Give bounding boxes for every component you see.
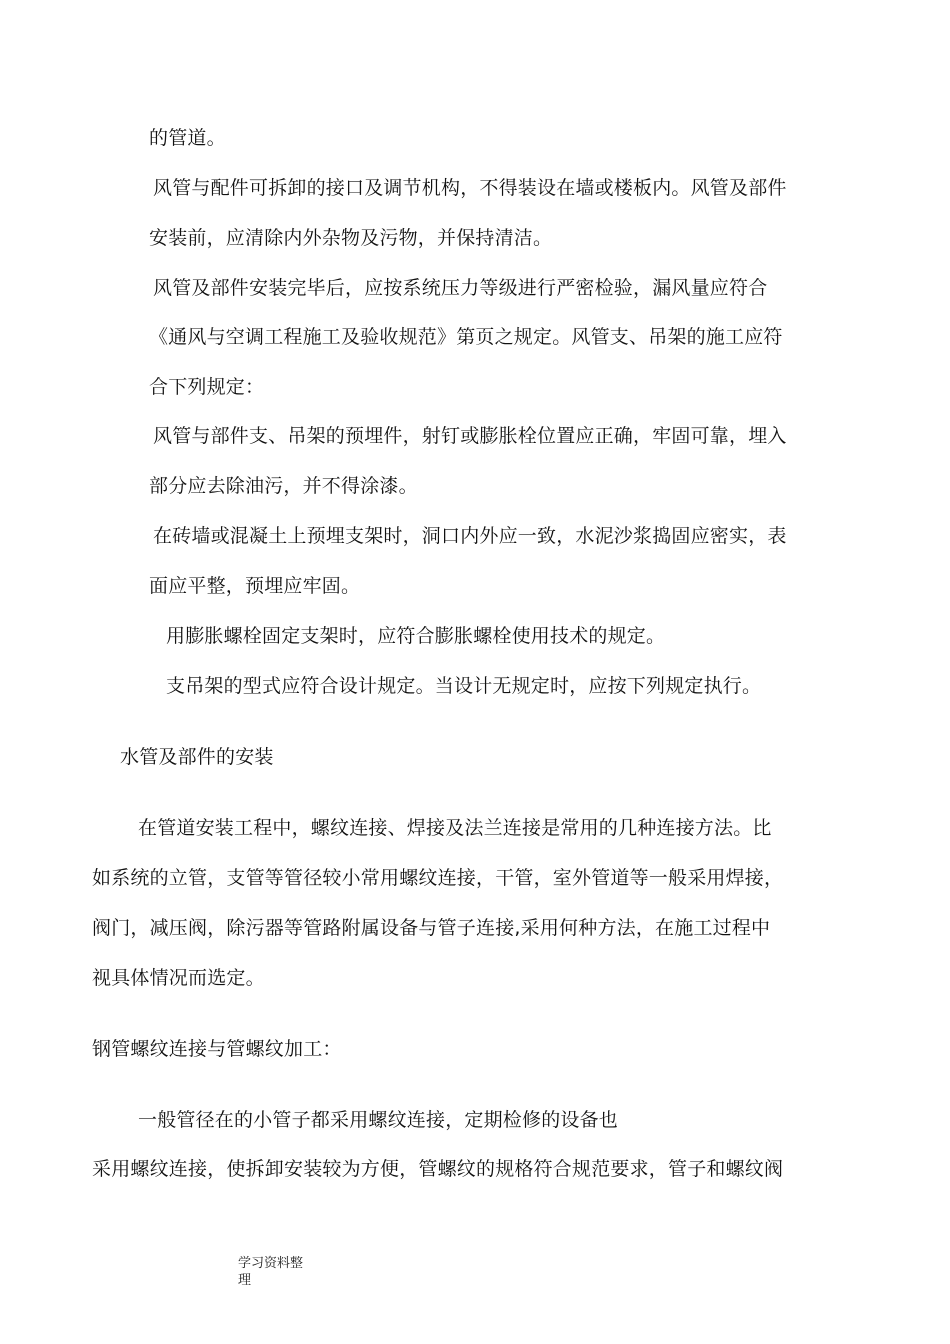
paragraph-line: 如系统的立管，支管等管径较小常用螺纹连接，干管，室外管道等一般采用焊接， <box>92 867 784 889</box>
paragraph-line: 用膨胀螺栓固定支架时，应符合膨胀螺栓使用技术的规定。 <box>166 625 666 647</box>
paragraph-line: 风管及部件安装完毕后，应按系统压力等级进行严密检验，漏风量应符合 <box>153 277 768 299</box>
paragraph-line: 风管与配件可拆卸的接口及调节机构，不得装设在墙或楼板内。风管及部件 <box>153 177 787 199</box>
paragraph-line: 安装前，应清除内外杂物及污物，并保持清洁。 <box>149 227 553 249</box>
paragraph-line: 《通风与空调工程施工及验收规范》第页之规定。风管支、吊架的施工应符 <box>149 326 783 348</box>
paragraph-line: 在管道安装工程中，螺纹连接、焊接及法兰连接是常用的几种连接方法。比 <box>138 817 772 839</box>
paragraph-line: 部分应去除油污，并不得涂漆。 <box>149 475 418 497</box>
paragraph-line: 支吊架的型式应符合设计规定。当设计无规定时，应按下列规定执行。 <box>166 675 762 697</box>
section-heading: 水管及部件的安装 <box>120 746 274 768</box>
paragraph-line: 在砖墙或混凝土上预埋支架时，洞口内外应一致，水泥沙浆捣固应密实，表 <box>153 525 787 547</box>
paragraph-line: 面应平整，预埋应牢固。 <box>149 575 361 597</box>
paragraph-line: 阀门，减压阀，除污器等管路附属设备与管子连接,采用何种方法，在施工过程中 <box>92 917 771 939</box>
paragraph-line: 合下列规定： <box>149 376 265 398</box>
footer-text: 学习资料整 <box>238 1256 304 1271</box>
paragraph-line: 的管道。 <box>149 127 226 149</box>
paragraph-line: 一般管径在的小管子都采用螺纹连接，定期检修的设备也 <box>138 1109 619 1131</box>
paragraph-line: 风管与部件支、吊架的预埋件，射钉或膨胀栓位置应正确，牢固可靠，埋入 <box>153 425 787 447</box>
paragraph-line: 采用螺纹连接，使拆卸安装较为方便，管螺纹的规格符合规范要求，管子和螺纹阀 <box>92 1158 784 1180</box>
footer-text: 理 <box>238 1273 252 1288</box>
section-heading: 钢管螺纹连接与管螺纹加工： <box>92 1038 342 1060</box>
paragraph-line: 视具体情况而选定。 <box>92 967 265 989</box>
